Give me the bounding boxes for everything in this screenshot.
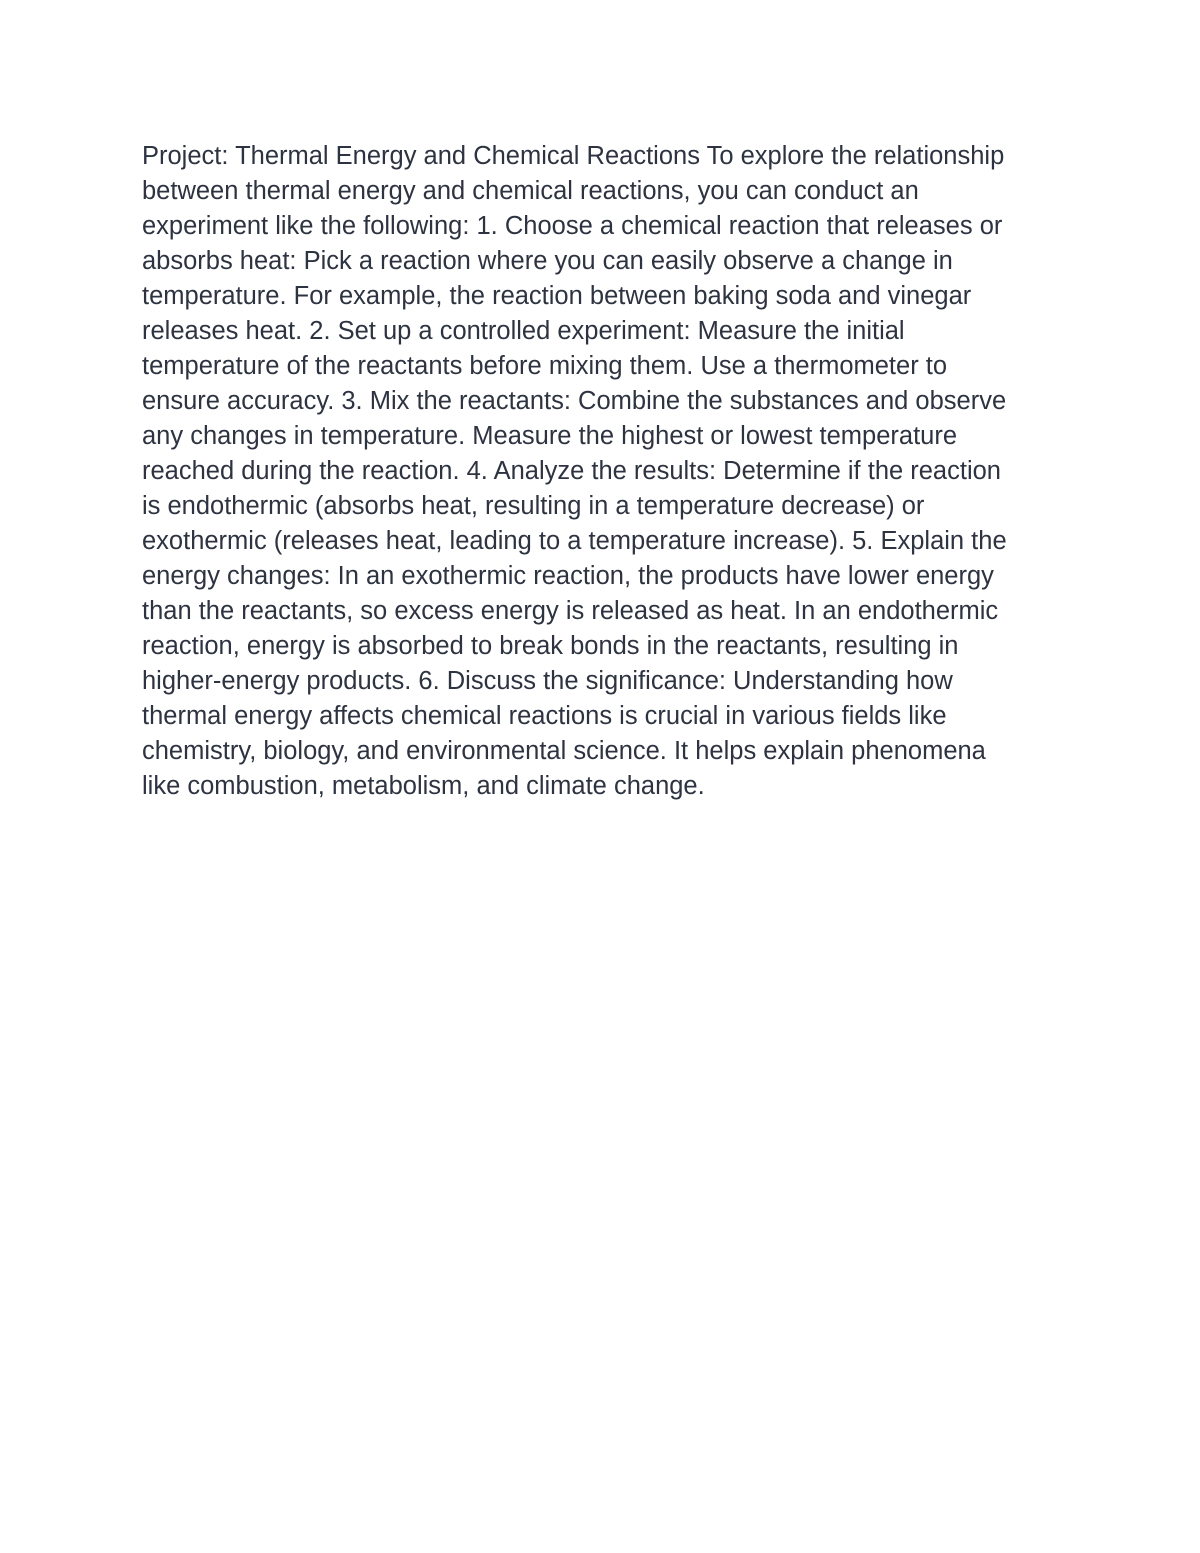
text-line: exothermic (releases heat, leading to a temperature increase). 5. Explain the (142, 527, 1007, 555)
text-line: reaction, energy is absorbed to break bonds in the reactants, resulting in (142, 632, 959, 660)
text-line: higher-energy products. 6. Discuss the significance: Understanding how (142, 667, 953, 695)
text-line: reached during the reaction. 4. Analyze the results: Determine if the reaction (142, 457, 1001, 485)
text-line: than the reactants, so excess energy is released as heat. In an endothermic (142, 597, 999, 625)
text-line: Project: Thermal Energy and Chemical Reactions To explore the relationship (142, 142, 1005, 170)
document-body (142, 139, 1054, 804)
text-line: any changes in temperature. Measure the highest or lowest temperature (142, 422, 958, 450)
text-line: chemistry, biology, and environmental science. It helps explain phenomena (142, 737, 986, 765)
text-line: between thermal energy and chemical reactions, you can conduct an (142, 177, 919, 205)
text-line: ensure accuracy. 3. Mix the reactants: Combine the substances and observe (142, 387, 1007, 415)
text-line: absorbs heat: Pick a reaction where you can easily observe a change in (142, 247, 953, 275)
text-line: like combustion, metabolism, and climate change. (142, 772, 705, 800)
text-line: experiment like the following: 1. Choose a chemical reaction that releases or (142, 212, 1003, 240)
text-line: thermal energy affects chemical reactions is crucial in various fields like (142, 702, 947, 730)
text-line: energy changes: In an exothermic reaction, the products have lower energy (142, 562, 994, 590)
text-line: temperature of the reactants before mixing them. Use a thermometer to (142, 352, 948, 380)
text-line: releases heat. 2. Set up a controlled experiment: Measure the initial (142, 317, 905, 345)
text-line: temperature. For example, the reaction between baking soda and vinegar (142, 282, 972, 310)
text-line: is endothermic (absorbs heat, resulting in a temperature decrease) or (142, 492, 925, 520)
